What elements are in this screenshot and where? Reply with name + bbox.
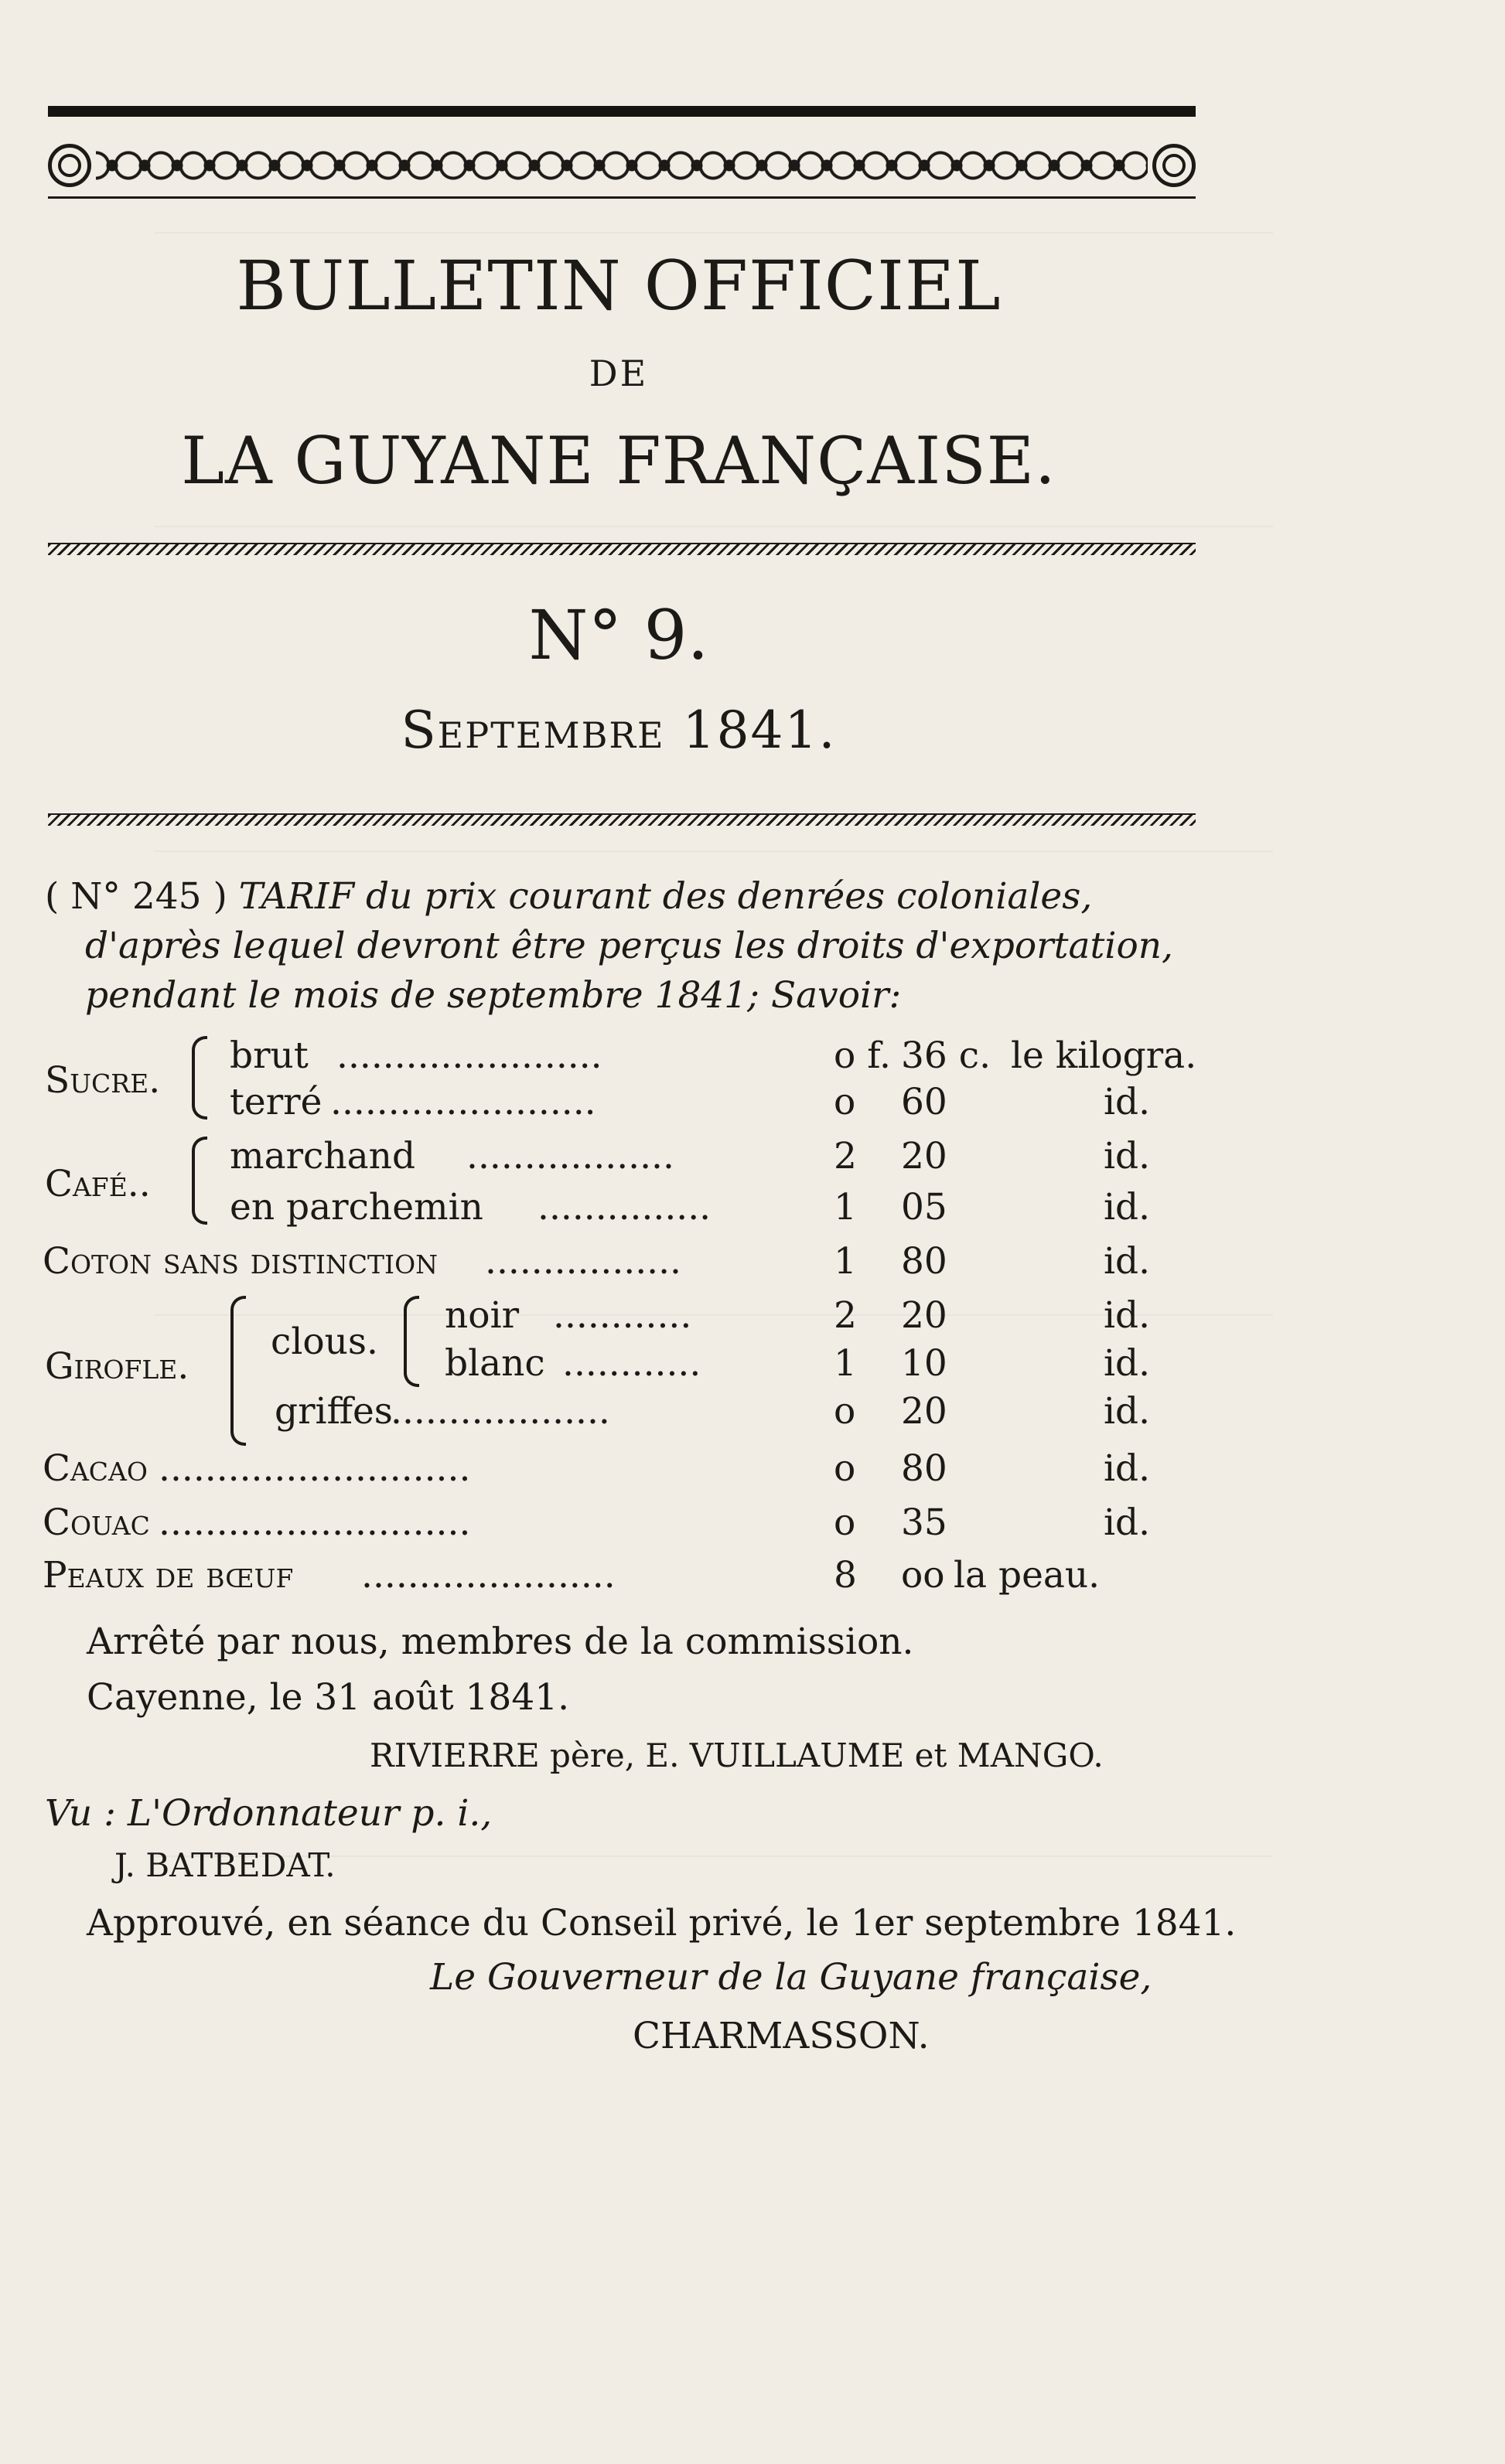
price-unit: id. (1104, 1501, 1151, 1544)
price-francs: 2 (834, 1135, 857, 1177)
price-centimes: 20 (901, 1390, 947, 1433)
price-unit: id. (1104, 1135, 1151, 1177)
place-date-line: Cayenne, le 31 août 1841. (87, 1676, 570, 1719)
item-name: Peaux de bœuf (43, 1554, 294, 1597)
table-row (43, 1294, 1203, 1341)
dot-leader: ....................... (336, 1034, 602, 1077)
price-centimes: 80 (901, 1240, 947, 1283)
price-unit: id. (1104, 1447, 1151, 1490)
price-francs: o (834, 1501, 856, 1544)
tariff-heading (45, 872, 1205, 922)
header-top-rule (48, 106, 1196, 117)
price-centimes: 35 (901, 1501, 947, 1544)
table-row (43, 1135, 1203, 1181)
dot-leader: .................. (466, 1135, 674, 1177)
price-francs: o f. (834, 1034, 891, 1077)
dot-leader: ............ (562, 1342, 701, 1385)
price-unit: id. (1104, 1342, 1151, 1385)
item-name: brut (230, 1034, 309, 1077)
batbedat-signature: J. BATBEDAT. (114, 1846, 336, 1884)
item-name: Couac (43, 1501, 150, 1544)
price-francs: 8 (834, 1554, 857, 1597)
bulletin-title: BULLETIN OFFICIEL (236, 246, 1002, 325)
title-de: DE (589, 353, 649, 394)
dot-leader: ...................... (361, 1554, 616, 1597)
dot-leader: ............ (553, 1294, 692, 1337)
issue-number: N° 9. (528, 595, 709, 675)
table-row (43, 1554, 1203, 1600)
price-unit: id. (1104, 1294, 1151, 1337)
table-row (43, 1240, 1203, 1287)
price-unit: id. (1104, 1390, 1151, 1433)
price-unit: la peau. (954, 1554, 1101, 1597)
item-name: en parchemin (230, 1186, 483, 1229)
dot-leader: ................... (391, 1390, 610, 1433)
item-name: marchand (230, 1135, 416, 1177)
price-francs: o (834, 1081, 856, 1123)
arrete-line: Arrêté par nous, membres de la commission. (87, 1621, 914, 1663)
dot-leader: ........................... (159, 1501, 471, 1544)
clous-label: clous. (271, 1321, 378, 1363)
price-francs: 1 (834, 1240, 857, 1283)
governor-title: Le Gouverneur de la Guyane française, (430, 1956, 1152, 1999)
charmasson-signature: CHARMASSON. (633, 2015, 930, 2057)
price-centimes: 20 (901, 1135, 947, 1177)
ornamental-border (48, 136, 1196, 195)
table-row (43, 1390, 1203, 1436)
header-thin-rule (48, 196, 1196, 199)
wavy-rule-upper (48, 543, 1196, 555)
table-row (43, 1447, 1203, 1494)
tariff-heading-line1: TARIF du prix courant des denrées coloniales, (238, 875, 1093, 918)
price-centimes: oo (901, 1554, 945, 1597)
item-name: blanc (445, 1342, 545, 1385)
tariff-heading-line2: d'après lequel devront être perçus les droits d'exportation, (85, 925, 1173, 967)
price-centimes: 20 (901, 1294, 947, 1337)
decree-number: ( N° 245 ) (45, 875, 227, 918)
item-name: Cacao (43, 1447, 148, 1490)
item-name: griffes (275, 1390, 393, 1433)
price-centimes: 05 (901, 1186, 947, 1229)
price-centimes: 80 (901, 1447, 947, 1490)
price-unit: id. (1104, 1081, 1151, 1123)
price-francs: 1 (834, 1186, 857, 1229)
dot-leader: ................. (485, 1240, 681, 1283)
item-name: terré (230, 1081, 322, 1123)
price-francs: o (834, 1447, 856, 1490)
cafe-label: Café.. (45, 1163, 151, 1205)
issue-date: Septembre 1841. (401, 700, 837, 760)
price-unit: le kilogra. (1011, 1034, 1197, 1077)
price-centimes: 60 (901, 1081, 947, 1123)
tariff-heading-line3: pendant le mois de septembre 1841; Savoir: (85, 974, 902, 1017)
vu-line: Vu : L'Ordonnateur p. i., (45, 1792, 493, 1835)
price-francs: 2 (834, 1294, 857, 1337)
table-row (43, 1034, 1203, 1081)
item-name: noir (445, 1294, 520, 1337)
dot-leader: ........................... (159, 1447, 471, 1490)
price-centimes: 10 (901, 1342, 947, 1385)
table-row (43, 1342, 1203, 1389)
border-rosette-icon (48, 144, 91, 187)
dot-leader: ............... (538, 1186, 712, 1229)
wavy-rule-lower (48, 813, 1196, 826)
dot-leader: ....................... (330, 1081, 596, 1123)
item-name: Coton sans distinction (43, 1240, 439, 1283)
border-fleuron-band (96, 144, 1148, 187)
border-rosette-icon (1152, 144, 1196, 187)
price-centimes: 36 c. (901, 1034, 991, 1077)
table-row (43, 1501, 1203, 1548)
girofle-label: Girofle. (45, 1345, 189, 1388)
commission-signers: RIVIERRE père, E. VUILLAUME et MANGO. (370, 1736, 1104, 1774)
sucre-label: Sucre. (45, 1059, 161, 1102)
table-row (43, 1186, 1203, 1232)
price-francs: 1 (834, 1342, 857, 1385)
price-unit: id. (1104, 1186, 1151, 1229)
approval-line: Approuvé, en séance du Conseil privé, le 1er septembre 1841. (87, 1902, 1237, 1944)
price-unit: id. (1104, 1240, 1151, 1283)
price-francs: o (834, 1390, 856, 1433)
table-row (43, 1081, 1203, 1127)
colony-name: LA GUYANE FRANÇAISE. (181, 423, 1056, 499)
